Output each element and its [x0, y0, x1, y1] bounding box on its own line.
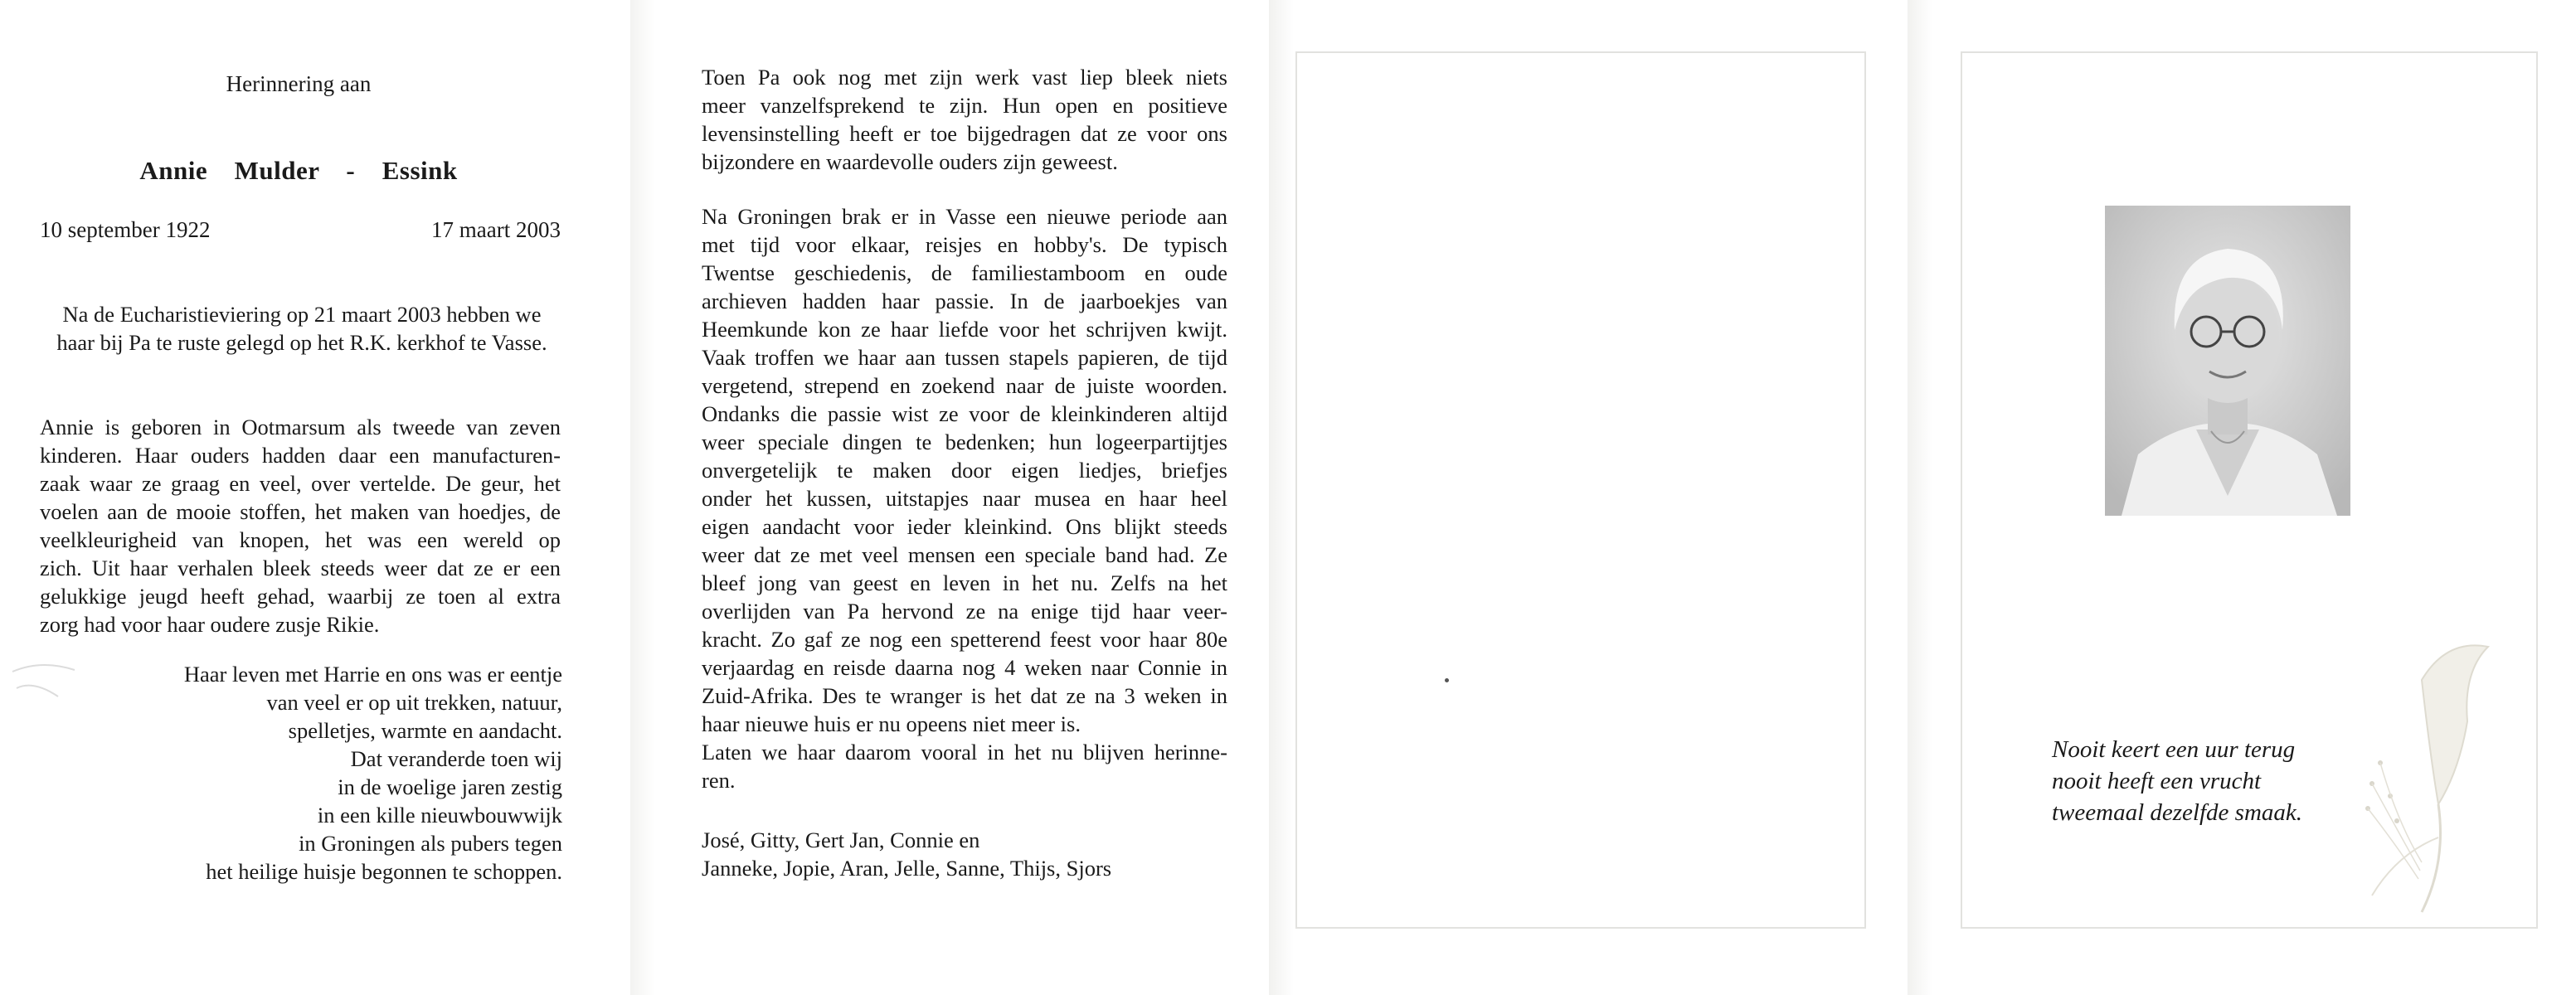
text-line: archieven hadden haar passie. In de jaarboekjes van: [702, 289, 1227, 313]
text-line: weer speciale dingen te bedenken; hun logeerpartijtjes: [702, 430, 1227, 454]
text-line: Twentse geschiedenis, de familiestamboom en oude: [702, 260, 1227, 285]
portrait-illustration: [2105, 206, 2350, 516]
portrait-photo: [2105, 206, 2350, 516]
quote-line: nooit heeft een vrucht: [2052, 768, 2262, 794]
text-line: Annie is geboren in Ootmarsum als tweede van zeven: [40, 415, 561, 439]
funeral-paragraph: [36, 300, 567, 357]
text-line: zaak waar ze graag en veel, over vertelde. De geur, het: [40, 471, 561, 496]
text-line: voelen aan de mooie stoffen, het maken van hoedjes, de: [40, 499, 561, 524]
left-panel: [0, 0, 630, 995]
text-line: zich. Uit haar verhalen bleek steeds weer dat ze er een: [40, 556, 561, 580]
text-line: onvergetelijk te maken door eigen liedjes, briefjes: [702, 458, 1227, 483]
text-line: José, Gitty, Gert Jan, Connie en: [702, 828, 980, 852]
text-line: onder het kussen, uitstapjes naar musea en haar heel: [702, 486, 1227, 511]
calla-lily-embossing: [2322, 630, 2546, 929]
story-paragraph: [702, 202, 1227, 794]
text-line: veelkleurigheid van knopen, het was een wereld op: [40, 527, 561, 552]
text-line: Dat veranderde toen wij: [350, 746, 562, 771]
memorial-quote: [2052, 734, 2302, 828]
poem-paragraph: [100, 660, 562, 886]
text-line: van veel er op uit trekken, natuur,: [266, 690, 562, 715]
quote-line: Nooit keert een uur terug: [2052, 736, 2296, 763]
text-line: Na Groningen brak er in Vasse een nieuwe periode aan: [702, 204, 1227, 229]
text-line: haar bij Pa te ruste gelegd op het R.K. kerkhof te Vasse.: [56, 330, 547, 355]
text-line: Toen Pa ook nog met zijn werk vast liep bleek niets: [702, 65, 1227, 90]
intro-heading: Herinnering aan: [226, 71, 372, 96]
text-line: in Groningen als pubers tegen: [299, 831, 562, 856]
text-line: Haar leven met Harrie en ons was er eentje: [183, 662, 562, 687]
text-line: met tijd voor elkaar, reisjes en hobby's. De typisch: [702, 232, 1227, 257]
text-line: spelletjes, warmte en aandacht.: [288, 718, 562, 743]
text-line: weer dat ze met veel mensen een speciale band had. Ze: [702, 542, 1227, 567]
birth-date: 10 september 1922: [40, 217, 211, 242]
text-line: kracht. Zo gaf ze nog een spetterend feest voor haar 80e: [702, 627, 1227, 652]
text-line: Laten we haar daarom vooral in het nu blijven herinne-: [702, 740, 1227, 764]
life-dates: [40, 217, 561, 243]
text-line: in de woelige jaren zestig: [338, 774, 562, 799]
text-line: Vaak troffen we haar aan tussen stapels papieren, de tijd: [702, 345, 1227, 370]
text-line: eigen aandacht voor ieder kleinkind. Ons blijkt steeds: [702, 514, 1227, 539]
youth-paragraph: [40, 413, 561, 638]
text-line: verjaardag en reisde daarna nog 4 weken naar Connie in: [702, 655, 1227, 680]
middle-panel: [630, 0, 1269, 995]
signature-paragraph: [702, 826, 1227, 882]
text-line: Na de Eucharistieviering op 21 maart 2003 hebben we: [62, 302, 542, 327]
quote-line: tweemaal dezelfde smaak.: [2052, 799, 2303, 826]
text-line: meer vanzelfsprekend te zijn. Hun open en positieve: [702, 93, 1227, 118]
text-line: kinderen. Haar ouders hadden daar een manufacturen-: [40, 443, 561, 468]
text-line: ren.: [702, 768, 736, 793]
text-line: Heemkunde kon ze haar liefde voor het schrijven kwijt.: [702, 317, 1227, 342]
deceased-name: Annie Mulder - Essink: [139, 156, 458, 185]
text-line: vergetend, strepend en zoekend naar de juiste woorden.: [702, 373, 1227, 398]
text-line: bleef jong van geest en leven in het nu. Zelfs na het: [702, 570, 1227, 595]
text-line: overlijden van Pa hervond ze na enige tijd haar veer-: [702, 599, 1227, 624]
text-line: levensinstelling heeft er toe bijgedragen dat ze voor ons: [702, 121, 1227, 146]
text-line: Zuid-Afrika. Des te wranger is het dat ze na 3 weken in: [702, 683, 1227, 708]
death-date: 17 maart 2003: [431, 217, 561, 242]
blank-page-frame: [1295, 51, 1866, 929]
text-line: zorg had voor haar oudere zusje Rikie.: [40, 612, 380, 637]
text-line: haar nieuwe huis er nu opeens niet meer is.: [702, 711, 1081, 736]
intro-paragraph: [702, 63, 1227, 176]
text-line: bijzondere en waardevolle ouders zijn geweest.: [702, 149, 1118, 174]
text-line: in een kille nieuwbouwwijk: [317, 803, 562, 828]
right-panel: [1908, 0, 2576, 995]
text-line: gelukkige jeugd heeft gehad, waarbij ze toen al extra: [40, 584, 561, 609]
paper-scratch-mark: [8, 655, 83, 713]
text-line: Janneke, Jopie, Aran, Jelle, Sanne, Thijs, Sjors: [702, 856, 1112, 881]
blank-panel: [1269, 0, 1908, 995]
paper-speck: [1445, 678, 1449, 682]
text-line: Ondanks die passie wist ze voor de kleinkinderen altijd: [702, 401, 1227, 426]
text-line: het heilige huisje begonnen te schoppen.: [206, 859, 562, 884]
